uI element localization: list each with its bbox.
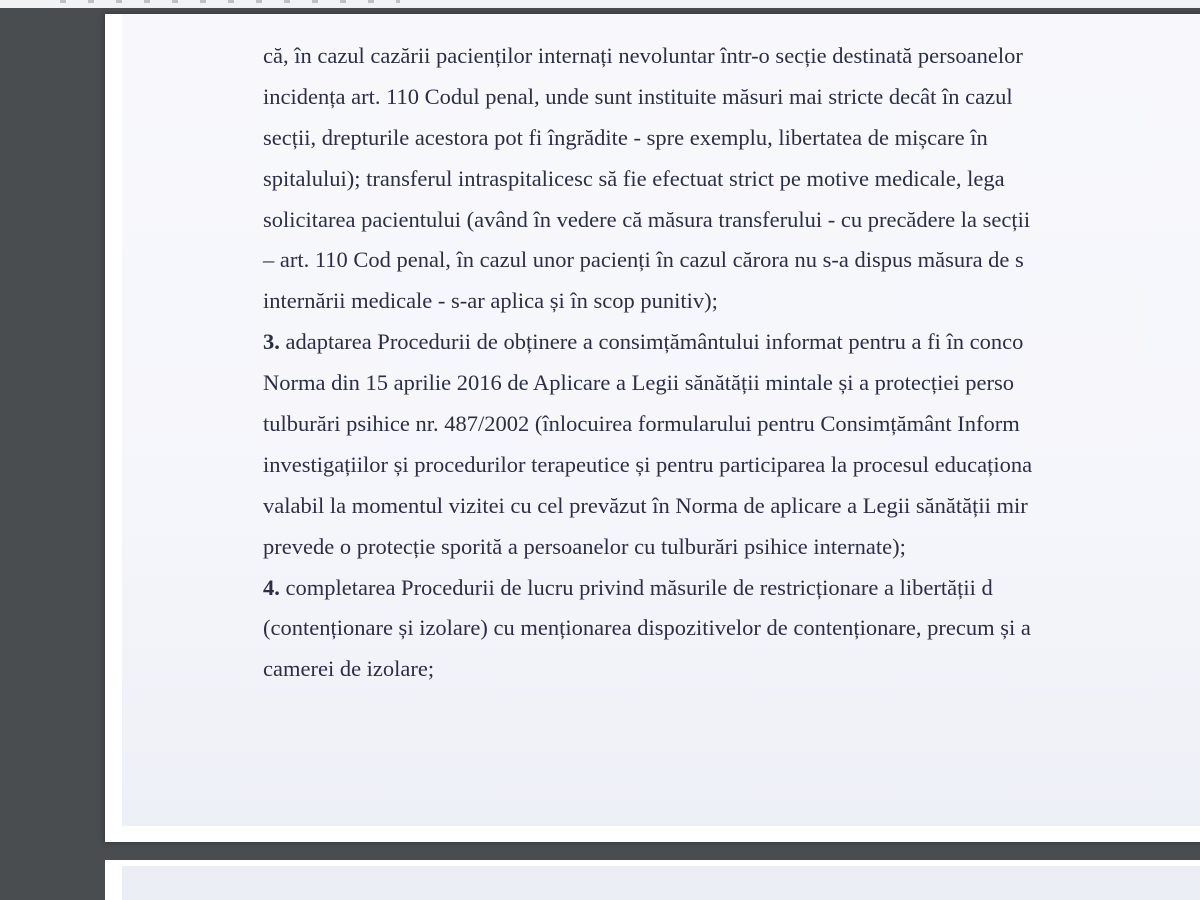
text-line: (contenționare și izolare) cu menționarea dispozitivelor de contenționare, precum și a [263,615,1031,641]
next-document-page [105,860,1200,900]
list-item-3 [263,322,1200,363]
list-item-text: completarea Procedurii de lucru privind măsurile de restricționare a libertății d [279,574,993,600]
text-line: investigațiilor și procedurilor terapeutice și pentru participarea la procesul educaționa [263,451,1033,477]
text-line: secții, drepturile acestora pot fi îngrădite - spre exemplu, libertatea de mișcare în [263,124,988,150]
toolbar-strip [0,0,1200,8]
text-line: valabil la momentul vizitei cu cel prevăzut în Norma de aplicare a Legii sănătății mir [263,492,1028,518]
text-line: că, în cazul cazării pacienților internați nevoluntar într-o secție destinată persoanelor [263,43,1023,68]
document-page [105,14,1200,842]
text-line: tulburări psihice nr. 487/2002 (înlocuirea formularului pentru Consimțământ Inform [263,411,1020,437]
toolbar-remnant [60,0,400,3]
list-number: 3. [263,329,280,355]
text-line: camerei de izolare; [263,656,435,682]
page-text-block [263,36,1200,690]
next-page-scan [122,866,1200,900]
text-line: – art. 110 Cod penal, în cazul unor pacienți în cazul cărora nu s-a dispus măsura de s [263,247,1024,273]
text-line: prevede o protecție sporită a persoanelor cu tulburări psihice internate); [263,533,906,559]
text-line: internării medicale - s-ar aplica și în scop punitiv); [263,288,718,314]
text-line: spitalului); transferul intraspitalicesc să fie efectuat strict pe motive medicale, lega [263,165,1005,191]
list-item-4 [263,568,1200,609]
list-number: 4. [263,574,280,600]
text-line: solicitarea pacientului (având în vedere că măsura transferului - cu precădere la secții [263,206,1031,232]
text-line: incidența art. 110 Codul penal, unde sunt instituite măsuri mai stricte decât în cazul [263,83,1013,109]
list-item-text: adaptarea Procedurii de obținere a consimțământului informat pentru a fi în conco [279,329,1024,355]
text-line: Norma din 15 aprilie 2016 de Aplicare a Legii sănătății mintale și a protecției perso [263,370,1015,396]
